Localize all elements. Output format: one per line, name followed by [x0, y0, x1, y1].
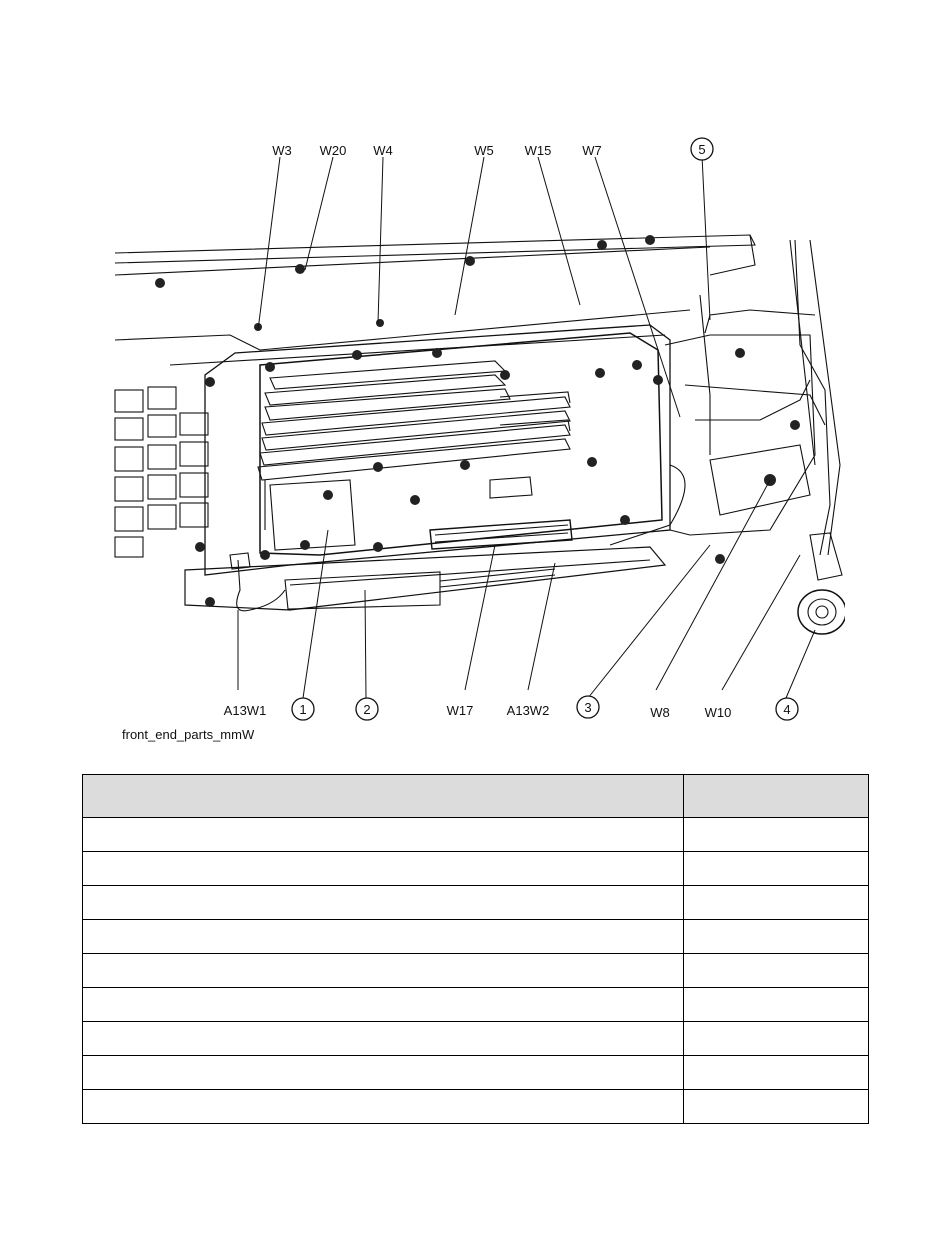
table-row [83, 920, 869, 954]
table-cell [684, 886, 869, 920]
diagram-drawing [115, 235, 845, 634]
table-row [83, 954, 869, 988]
table-cell [83, 988, 684, 1022]
callout-1: 1 [299, 702, 307, 717]
table-row [83, 1022, 869, 1056]
table-cell [83, 1022, 684, 1056]
label-a13w2: A13W2 [506, 703, 550, 718]
label-w10: W10 [704, 705, 732, 720]
table-row [83, 818, 869, 852]
table-cell [684, 1090, 869, 1124]
keypad-grid [115, 387, 208, 557]
table-cell [83, 818, 684, 852]
label-w7: W7 [582, 143, 602, 158]
callout-5: 5 [698, 142, 706, 157]
table-cell [83, 1090, 684, 1124]
label-w5: W5 [474, 143, 494, 158]
table-cell [83, 1056, 684, 1090]
table-row [83, 886, 869, 920]
callout-3: 3 [584, 700, 592, 715]
callout-2: 2 [363, 702, 371, 717]
table-cell [684, 920, 869, 954]
table-cell [83, 954, 684, 988]
table-header-cell [684, 775, 869, 818]
heatsink-fins [258, 361, 570, 480]
table-cell [684, 1056, 869, 1090]
table-row [83, 1056, 869, 1090]
table-cell [684, 988, 869, 1022]
table-cell [684, 1022, 869, 1056]
table-header-cell [83, 775, 684, 818]
label-a13w1: A13W1 [223, 703, 267, 718]
table-row [83, 988, 869, 1022]
parts-table [82, 774, 869, 1124]
table-cell [684, 954, 869, 988]
label-w3: W3 [272, 143, 292, 158]
table-cell [83, 886, 684, 920]
table-row [83, 852, 869, 886]
label-w4: W4 [373, 143, 393, 158]
diagram-svg [110, 135, 845, 745]
screw-heads [155, 235, 800, 607]
label-w15: W15 [524, 143, 552, 158]
table-row [83, 1090, 869, 1124]
table-cell [684, 852, 869, 886]
callout-4: 4 [783, 702, 791, 717]
label-w8: W8 [650, 705, 670, 720]
table-cell [83, 852, 684, 886]
leader-lines [238, 156, 815, 698]
label-w20: W20 [319, 143, 347, 158]
table-cell [684, 818, 869, 852]
table-cell [83, 920, 684, 954]
figure-caption: front_end_parts_mmW [122, 727, 255, 742]
label-w17: W17 [446, 703, 474, 718]
table-header-row [83, 775, 869, 818]
front-end-parts-diagram [110, 135, 845, 745]
